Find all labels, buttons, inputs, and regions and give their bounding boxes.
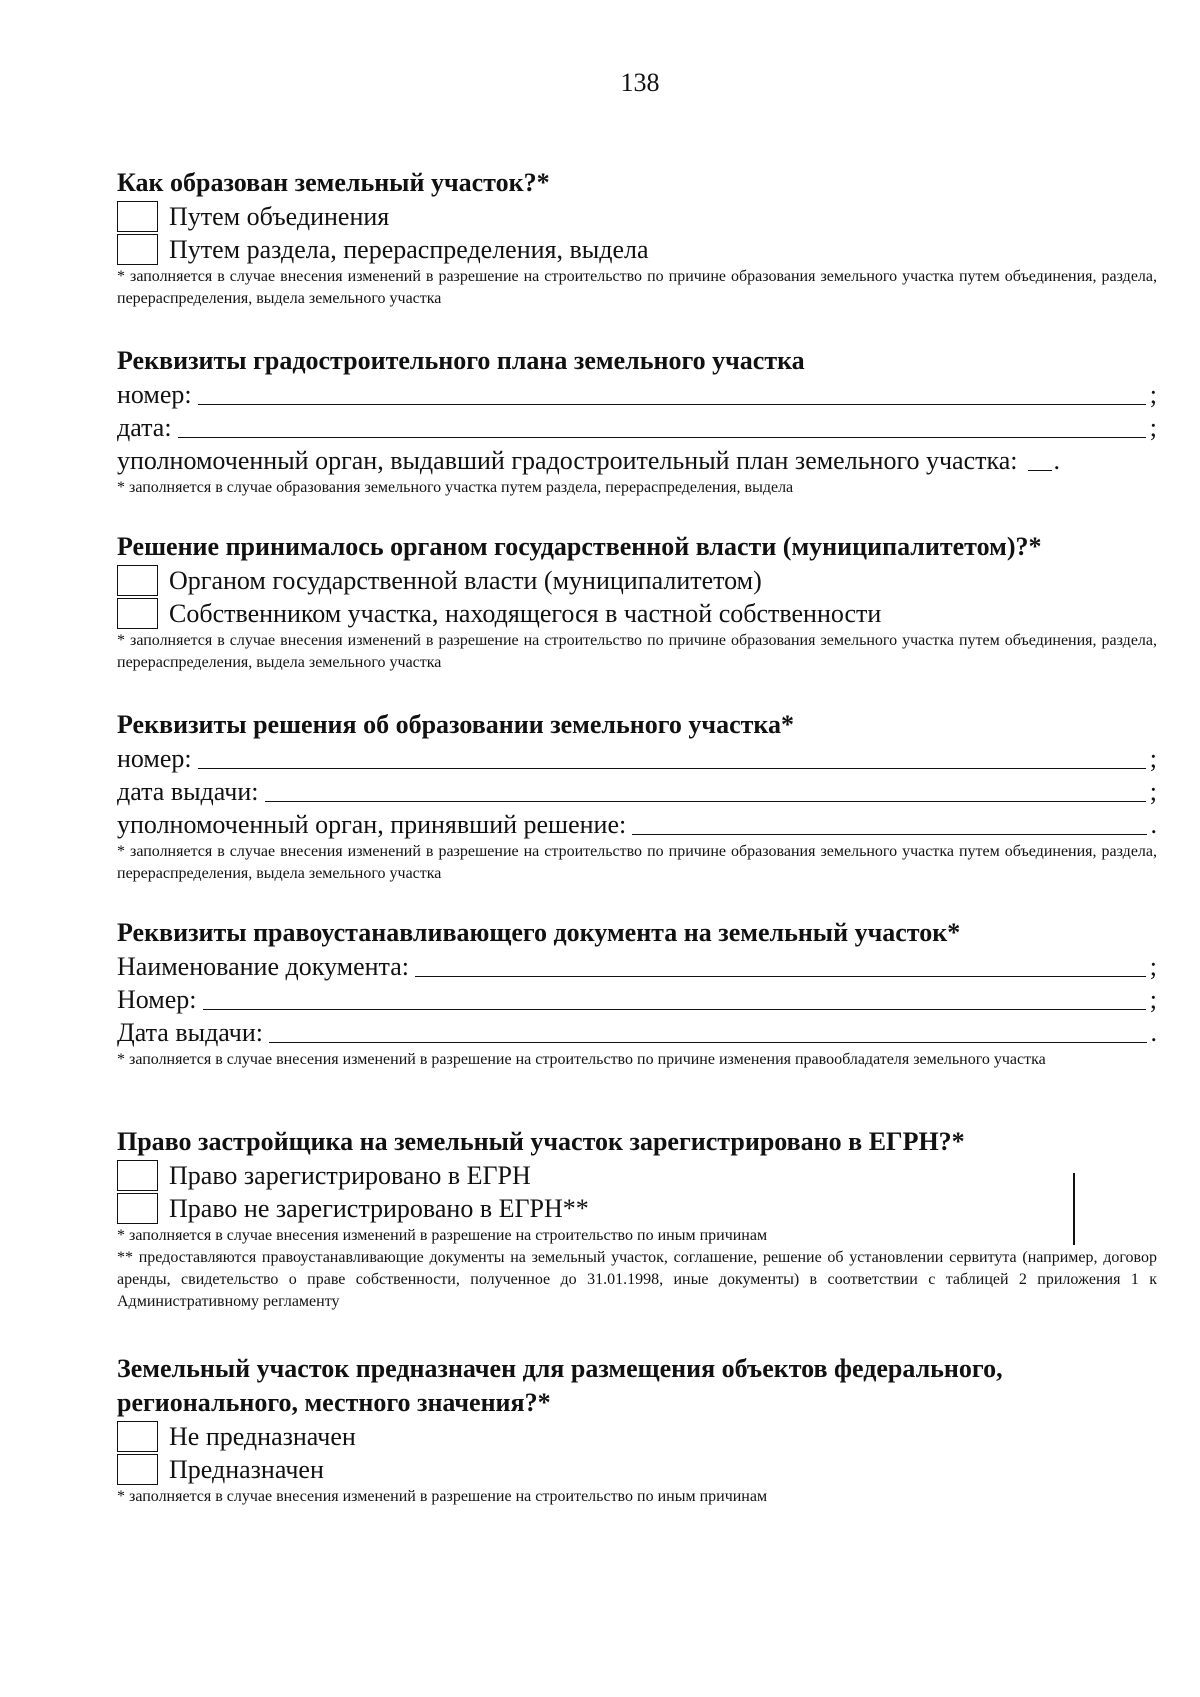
checkbox[interactable] — [117, 1454, 158, 1485]
option-state-authority[interactable] — [117, 564, 1157, 597]
field-punct: ; — [1149, 777, 1157, 806]
checkbox[interactable] — [117, 598, 158, 629]
footnote-double-star: ** предоставляются правоустанавливающие документы на земельный участок, соглашение, решение об установлении сервитута (например, договор аренды, свидетельство о праве собственности, полученное до 31.01.1998, иные документы) в соответствии с таблицей 2 приложения 1 к Административному регламенту — [117, 1249, 1157, 1310]
checkbox[interactable] — [117, 1421, 158, 1452]
section-heading: Решение принималось органом государственной власти (муниципалитетом)?* — [117, 532, 1042, 561]
option-split[interactable] — [117, 233, 1157, 266]
section-purpose — [117, 1352, 1157, 1508]
footnote: * заполняется в случае внесения изменений в разрешение на строительство по иным причинам — [117, 1227, 768, 1244]
number-field[interactable] — [117, 378, 1157, 411]
date-field[interactable] — [117, 411, 1157, 444]
section-heading: Реквизиты градостроительного плана земельного участка — [117, 346, 805, 375]
option-label: Собственником участка, находящегося в частной собственности — [169, 599, 882, 628]
field-label: дата: — [117, 413, 172, 442]
field-punct: ; — [1149, 413, 1157, 442]
checkbox[interactable] — [117, 1193, 158, 1224]
field-label: уполномоченный орган, выдавший градостроительный план земельного участка: — [117, 446, 1018, 475]
document-name-field[interactable] — [117, 950, 1157, 983]
option-intended[interactable] — [117, 1453, 1157, 1486]
option-private-owner[interactable] — [117, 597, 1157, 630]
option-label: Право зарегистрировано в ЕГРН — [169, 1161, 531, 1190]
field-punct: ; — [1149, 952, 1157, 981]
section-title-document — [117, 916, 1157, 1071]
option-label: Право не зарегистрировано в ЕГРН** — [169, 1194, 589, 1223]
option-label: Предназначен — [169, 1455, 324, 1484]
field-label: уполномоченный орган, принявший решение: — [117, 810, 627, 839]
footnote: * заполняется в случае внесения изменений в разрешение на строительство по причине образования земельного участка путем объединения, раздела, перераспределения, выдела земельного участка — [117, 843, 1157, 882]
vertical-rule — [1073, 1173, 1075, 1245]
section-formation-decision — [117, 708, 1157, 885]
input-line[interactable] — [269, 1041, 1146, 1043]
section-heading: Реквизиты решения об образовании земельного участка* — [117, 710, 794, 739]
checkbox[interactable] — [117, 1160, 158, 1191]
option-merge[interactable] — [117, 200, 1157, 233]
option-not-registered[interactable] — [117, 1192, 1157, 1225]
number-field[interactable] — [117, 983, 1157, 1016]
field-label: Наименование документа: — [117, 952, 409, 981]
field-punct: . — [1053, 446, 1061, 475]
input-line[interactable] — [178, 436, 1146, 438]
section-gpzu-details — [117, 344, 1157, 499]
field-label: Номер: — [117, 985, 197, 1014]
checkbox[interactable] — [117, 565, 158, 596]
number-field[interactable] — [117, 742, 1157, 775]
page-number: 138 — [620, 68, 660, 97]
field-punct: . — [1150, 1018, 1157, 1047]
input-line[interactable] — [203, 1008, 1146, 1010]
authority-field[interactable] — [117, 444, 1157, 477]
input-line[interactable] — [632, 833, 1146, 835]
authority-field[interactable] — [117, 808, 1157, 841]
section-decision-maker — [117, 530, 1157, 674]
input-line[interactable] — [198, 403, 1146, 405]
field-label: номер: — [117, 744, 192, 773]
footnote: * заполняется в случае внесения изменений в разрешение на строительство по причине образования земельного участка путем объединения, раздела, перераспределения, выдела земельного участка — [117, 268, 1157, 307]
issue-date-field[interactable] — [117, 775, 1157, 808]
section-heading: Как образован земельный участок?* — [117, 168, 550, 197]
field-punct: . — [1150, 810, 1157, 839]
section-land-formation — [117, 166, 1157, 310]
input-line[interactable] — [265, 800, 1146, 802]
issue-date-field[interactable] — [117, 1016, 1157, 1049]
option-label: Органом государственной власти (муниципалитетом) — [169, 566, 762, 595]
footnote: * заполняется в случае внесения изменений в разрешение на строительство по причине образования земельного участка путем объединения, раздела, перераспределения, выдела земельного участка — [117, 632, 1157, 671]
option-registered[interactable] — [117, 1159, 1157, 1192]
field-punct: ; — [1149, 985, 1157, 1014]
footnote: * заполняется в случае внесения изменений в разрешение на строительство по иным причинам — [117, 1488, 768, 1505]
input-line[interactable] — [1028, 469, 1052, 471]
option-label: Путем раздела, перераспределения, выдела — [169, 235, 649, 264]
input-line[interactable] — [415, 975, 1146, 977]
checkbox[interactable] — [117, 201, 158, 232]
option-label: Не предназначен — [169, 1422, 356, 1451]
section-heading: Реквизиты правоустанавливающего документа на земельный участок* — [117, 918, 961, 947]
field-punct: ; — [1149, 744, 1157, 773]
option-not-intended[interactable] — [117, 1420, 1157, 1453]
section-heading: Земельный участок предназначен для размещения объектов федерального, регионального, местного значения?* — [117, 1354, 1003, 1417]
footnote: * заполняется в случае внесения изменений в разрешение на строительство по причине изменения правообладателя земельного участка — [117, 1051, 1046, 1068]
option-label: Путем объединения — [169, 202, 390, 231]
field-punct: ; — [1149, 380, 1157, 409]
input-line[interactable] — [198, 767, 1146, 769]
footnote: * заполняется в случае образования земельного участка путем раздела, перераспределения, выдела — [117, 479, 794, 496]
checkbox[interactable] — [117, 234, 158, 265]
field-label: Дата выдачи: — [117, 1018, 264, 1047]
field-label: дата выдачи: — [117, 777, 259, 806]
section-egrn-registration — [117, 1125, 1157, 1313]
section-heading: Право застройщика на земельный участок зарегистрировано в ЕГРН?* — [117, 1127, 965, 1156]
field-label: номер: — [117, 380, 192, 409]
